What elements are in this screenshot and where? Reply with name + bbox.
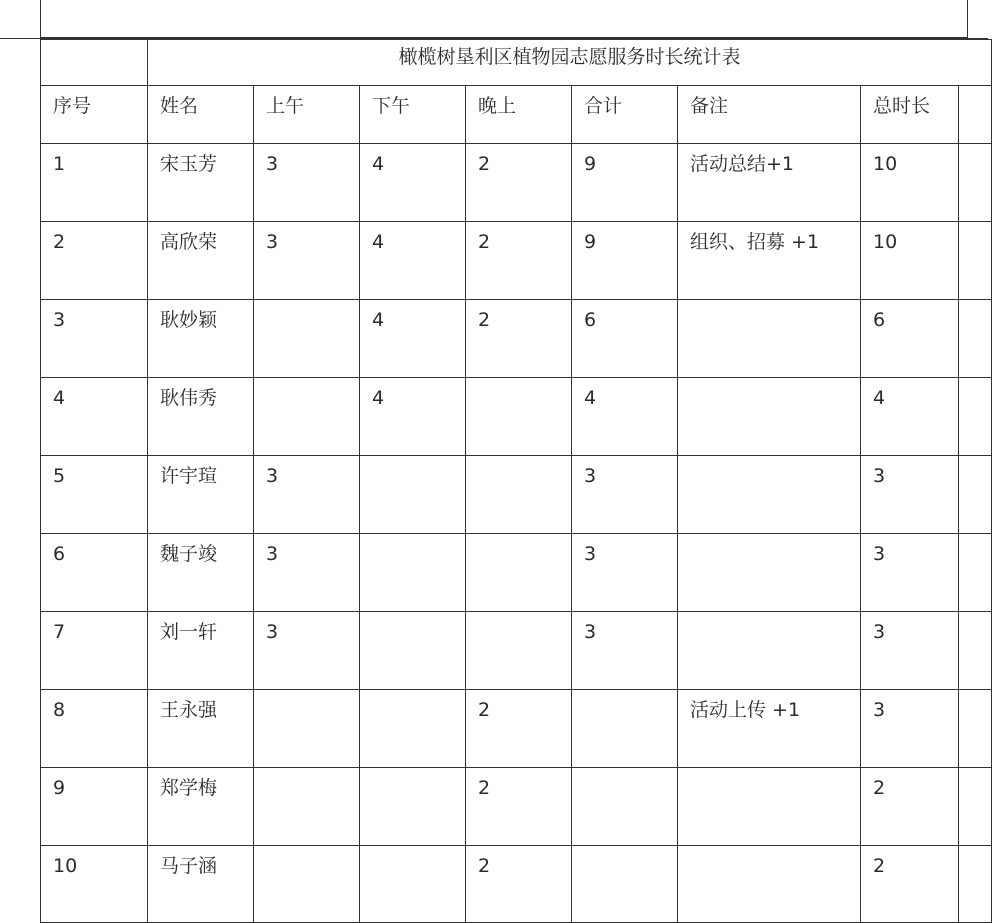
cell-note: 活动上传 +1	[677, 689, 860, 767]
cell-note: 组织、招募 +1	[677, 221, 860, 299]
cell-total: 2	[860, 767, 958, 845]
row-extra-cell	[958, 845, 992, 923]
title-row	[40, 39, 992, 85]
top-frame	[40, 0, 968, 38]
cell-afternoon: 4	[359, 143, 465, 221]
row-extra-cell	[958, 767, 992, 845]
cell-subtotal: 9	[571, 143, 677, 221]
header-morning: 上午	[253, 85, 359, 143]
table-row	[40, 221, 992, 299]
cell-total: 6	[860, 299, 958, 377]
table-row	[40, 143, 992, 221]
table-row	[40, 845, 992, 923]
header-note: 备注	[677, 85, 860, 143]
cell-total: 3	[860, 689, 958, 767]
title-empty-cell	[40, 39, 147, 85]
cell-no: 4	[40, 377, 147, 455]
cell-morning	[253, 689, 359, 767]
header-afternoon: 下午	[359, 85, 465, 143]
header-evening: 晚上	[465, 85, 571, 143]
cell-morning: 3	[253, 221, 359, 299]
cell-note	[677, 533, 860, 611]
cell-subtotal: 6	[571, 299, 677, 377]
cell-evening: 2	[465, 299, 571, 377]
cell-total: 2	[860, 845, 958, 923]
table-title: 橄榄树垦利区植物园志愿服务时长统计表	[147, 39, 992, 85]
cell-evening: 2	[465, 689, 571, 767]
cell-morning	[253, 845, 359, 923]
cell-afternoon: 4	[359, 299, 465, 377]
cell-evening: 2	[465, 143, 571, 221]
cell-afternoon	[359, 611, 465, 689]
header-no: 序号	[40, 85, 147, 143]
cell-no: 10	[40, 845, 147, 923]
cell-afternoon	[359, 455, 465, 533]
cell-note	[677, 299, 860, 377]
table-row	[40, 299, 992, 377]
table-row	[40, 533, 992, 611]
table-row	[40, 611, 992, 689]
cell-total: 3	[860, 455, 958, 533]
header-extra-cell	[958, 85, 992, 143]
cell-morning	[253, 299, 359, 377]
header-name: 姓名	[147, 85, 253, 143]
cell-subtotal: 3	[571, 455, 677, 533]
cell-morning: 3	[253, 455, 359, 533]
cell-no: 8	[40, 689, 147, 767]
row-extra-cell	[958, 221, 992, 299]
cell-evening: 2	[465, 767, 571, 845]
cell-no: 5	[40, 455, 147, 533]
cell-afternoon	[359, 533, 465, 611]
row-extra-cell	[958, 299, 992, 377]
cell-no: 3	[40, 299, 147, 377]
cell-total: 10	[860, 143, 958, 221]
cell-subtotal	[571, 845, 677, 923]
cell-note	[677, 377, 860, 455]
cell-afternoon: 4	[359, 221, 465, 299]
row-extra-cell	[958, 143, 992, 221]
cell-total: 3	[860, 611, 958, 689]
cell-name: 王永强	[147, 689, 253, 767]
header-row	[40, 85, 992, 143]
cell-note	[677, 845, 860, 923]
cell-name: 魏子竣	[147, 533, 253, 611]
cell-evening: 2	[465, 221, 571, 299]
cell-note	[677, 611, 860, 689]
row-extra-cell	[958, 533, 992, 611]
row-extra-cell	[958, 689, 992, 767]
cell-name: 耿伟秀	[147, 377, 253, 455]
cell-afternoon: 4	[359, 377, 465, 455]
cell-note	[677, 767, 860, 845]
cell-evening	[465, 611, 571, 689]
cell-name: 宋玉芳	[147, 143, 253, 221]
cell-name: 许宇瑄	[147, 455, 253, 533]
cell-afternoon	[359, 767, 465, 845]
table-row	[40, 689, 992, 767]
header-total: 总时长	[860, 85, 958, 143]
row-extra-cell	[958, 377, 992, 455]
cell-subtotal: 9	[571, 221, 677, 299]
cell-subtotal: 3	[571, 533, 677, 611]
cell-afternoon	[359, 689, 465, 767]
row-extra-cell	[958, 455, 992, 533]
cell-evening: 2	[465, 845, 571, 923]
cell-subtotal	[571, 689, 677, 767]
cell-note: 活动总结+1	[677, 143, 860, 221]
cell-afternoon	[359, 845, 465, 923]
cell-total: 10	[860, 221, 958, 299]
cell-subtotal: 4	[571, 377, 677, 455]
cell-name: 高欣荣	[147, 221, 253, 299]
cell-morning: 3	[253, 533, 359, 611]
cell-morning: 3	[253, 143, 359, 221]
table-row	[40, 455, 992, 533]
cell-no: 2	[40, 221, 147, 299]
cell-name: 郑学梅	[147, 767, 253, 845]
cell-no: 7	[40, 611, 147, 689]
table-row	[40, 767, 992, 845]
cell-name: 耿妙颖	[147, 299, 253, 377]
cell-morning	[253, 377, 359, 455]
cell-no: 1	[40, 143, 147, 221]
cell-subtotal	[571, 767, 677, 845]
cell-no: 6	[40, 533, 147, 611]
header-subtotal: 合计	[571, 85, 677, 143]
volunteer-hours-table	[40, 39, 992, 923]
cell-evening	[465, 455, 571, 533]
cell-no: 9	[40, 767, 147, 845]
cell-total: 3	[860, 533, 958, 611]
cell-morning: 3	[253, 611, 359, 689]
cell-morning	[253, 767, 359, 845]
cell-note	[677, 455, 860, 533]
cell-evening	[465, 377, 571, 455]
cell-subtotal: 3	[571, 611, 677, 689]
cell-total: 4	[860, 377, 958, 455]
table-row	[40, 377, 992, 455]
cell-name: 刘一轩	[147, 611, 253, 689]
row-extra-cell	[958, 611, 992, 689]
cell-name: 马子涵	[147, 845, 253, 923]
cell-evening	[465, 533, 571, 611]
